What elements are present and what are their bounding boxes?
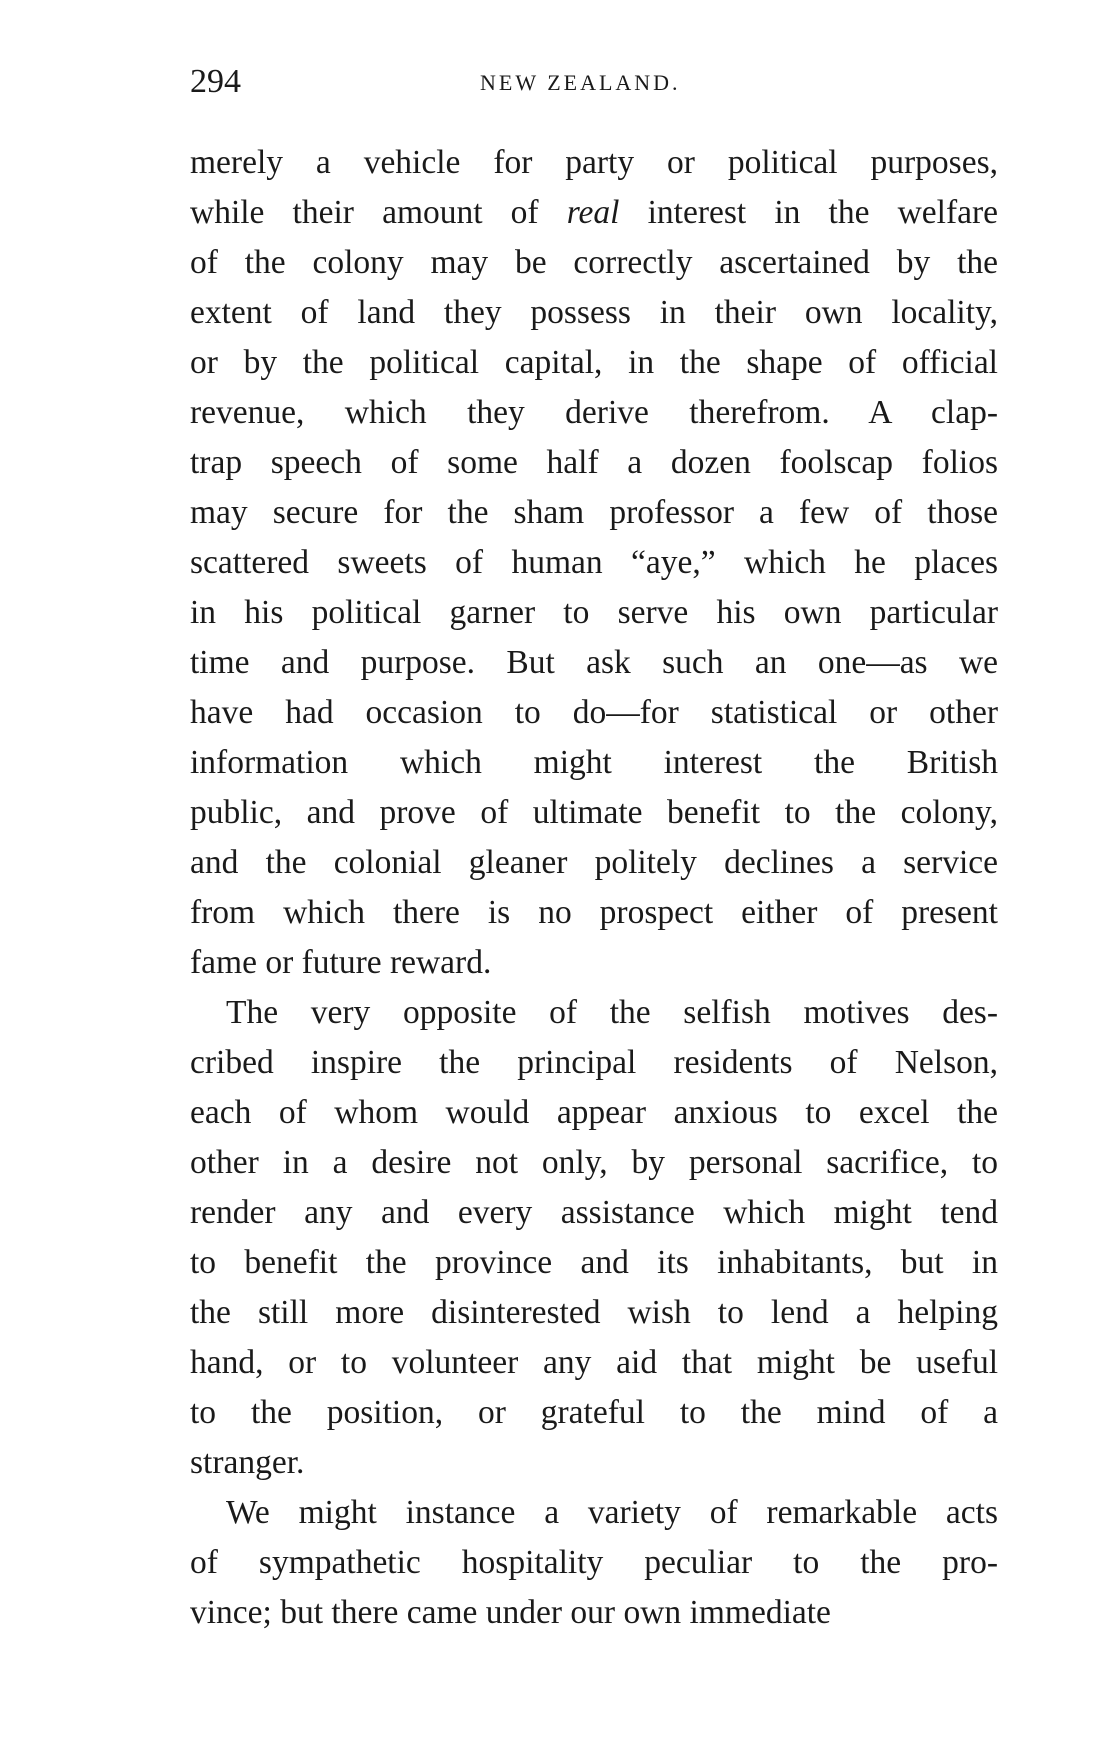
text-line: information which might interest the British bbox=[190, 744, 998, 781]
text-line: to the position, or grateful to the mind of a bbox=[190, 1394, 998, 1431]
running-head bbox=[190, 62, 990, 102]
body-text bbox=[190, 138, 998, 1638]
text-line: The very opposite of the selfish motives des- bbox=[226, 994, 998, 1031]
text-line: vince; but there came under our own immediate bbox=[190, 1594, 831, 1631]
text-line: other in a desire not only, by personal sacrifice, to bbox=[190, 1144, 998, 1181]
text-line: hand, or to volunteer any aid that might be useful bbox=[190, 1344, 998, 1381]
text-line: have had occasion to do—for statistical or other bbox=[190, 694, 998, 731]
text-line: of the colony may be correctly ascertained by the bbox=[190, 244, 998, 281]
text-line: time and purpose. But ask such an one—as we bbox=[190, 644, 998, 681]
paragraph bbox=[190, 138, 998, 988]
text-line: or by the political capital, in the shape of official bbox=[190, 344, 998, 381]
text-line: stranger. bbox=[190, 1444, 305, 1481]
paragraph bbox=[190, 988, 998, 1488]
paragraph bbox=[190, 1488, 998, 1638]
text-line: render any and every assistance which might tend bbox=[190, 1194, 998, 1231]
text-line: extent of land they possess in their own locality, bbox=[190, 294, 998, 331]
page-number: 294 bbox=[190, 63, 241, 100]
text-line: of sympathetic hospitality peculiar to the pro- bbox=[190, 1544, 998, 1581]
text-line: We might instance a variety of remarkable acts bbox=[226, 1494, 998, 1531]
text-segment: interest in the welfare bbox=[619, 194, 998, 231]
text-line: each of whom would appear anxious to excel the bbox=[190, 1094, 998, 1131]
text-line: the still more disinterested wish to lend a helping bbox=[190, 1294, 998, 1331]
italic-word: real bbox=[566, 194, 620, 231]
text-line: scattered sweets of human “aye,” which he places bbox=[190, 544, 998, 581]
running-title: NEW ZEALAND. bbox=[480, 70, 681, 95]
text-line bbox=[190, 188, 998, 238]
text-line: in his political garner to serve his own particular bbox=[190, 594, 998, 631]
text-line: from which there is no prospect either of present bbox=[190, 894, 998, 931]
text-line: may secure for the sham professor a few of those bbox=[190, 494, 998, 531]
text-line: public, and prove of ultimate benefit to the colony, bbox=[190, 794, 998, 831]
text-line: to benefit the province and its inhabitants, but in bbox=[190, 1244, 998, 1281]
text-line: merely a vehicle for party or political purposes, bbox=[190, 144, 998, 181]
text-line: cribed inspire the principal residents of Nelson, bbox=[190, 1044, 998, 1081]
text-line: fame or future reward. bbox=[190, 944, 492, 981]
text-line: revenue, which they derive therefrom. A clap- bbox=[190, 394, 998, 431]
text-line: and the colonial gleaner politely declines a service bbox=[190, 844, 998, 881]
text-line: trap speech of some half a dozen foolscap folios bbox=[190, 444, 998, 481]
text-segment: while their amount of bbox=[190, 194, 567, 231]
